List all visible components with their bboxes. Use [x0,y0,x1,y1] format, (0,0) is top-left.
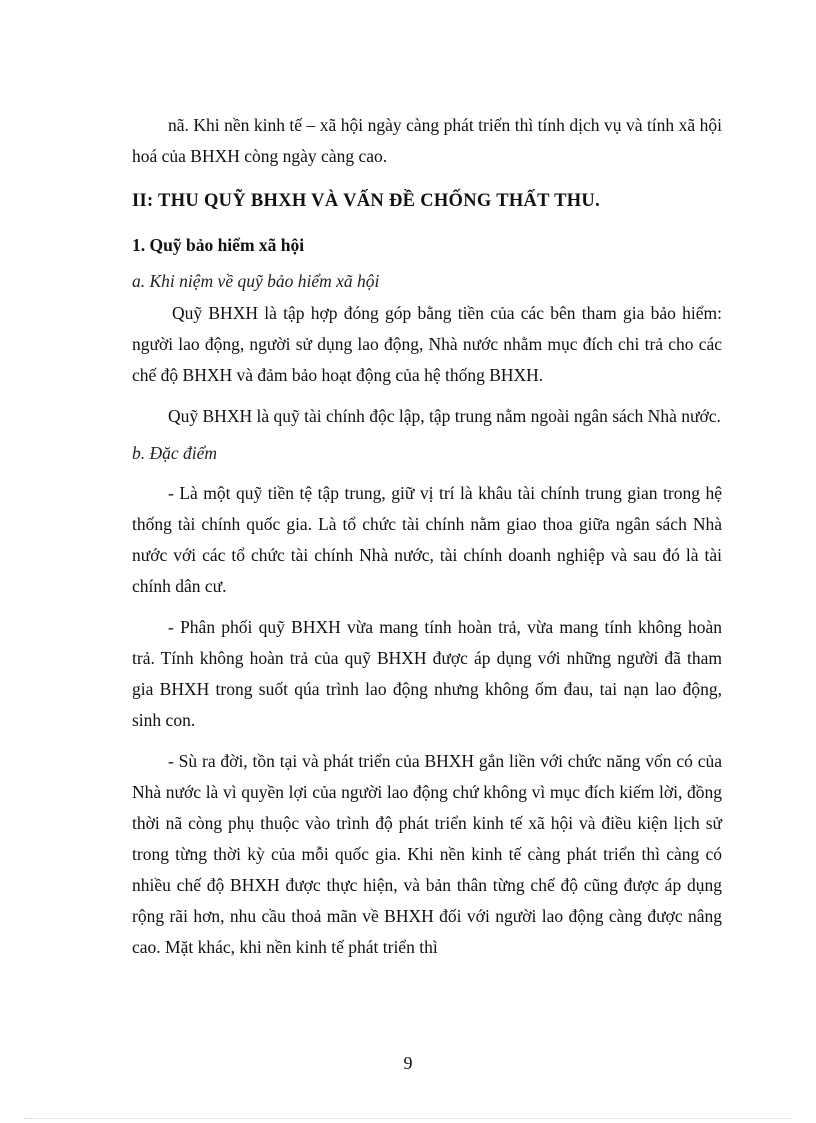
paragraph-independent-fund: Quỹ BHXH là quỹ tài chính độc lập, tập trung nằm ngoài ngân sách Nhà nước. [168,406,721,426]
paragraph-definition: Quỹ BHXH là tập hợp đóng góp bằng tiền của các bên tham gia bảo hiểm: người lao động, người sử dụng lao động, Nhà nước nhằm mục đích chi trả cho các chế độ BHXH và đảm bảo hoạt động của hệ thống BHXH. [132,303,722,385]
subsection-b-heading: b. Đặc điểm [132,443,218,463]
paragraph-continuation: nã. Khi nền kinh tế – xã hội ngày càng phát triển thì tính dịch vụ và tính xã hội hoá của BHXH còng ngày càng cao. [132,115,722,166]
page-body [132,110,722,963]
section-heading: II: THU QUỸ BHXH VÀ VẤN ĐỀ CHỐNG THẤT THU. [132,191,600,211]
subsection-a-heading: a. Khi niệm về quỹ bảo hiểm xã hội [132,271,380,291]
page-bottom-divider [24,1118,792,1119]
paragraph-characteristic-1: - Là một quỹ tiền tệ tập trung, giữ vị trí là khâu tài chính trung gian trong hệ thống tài chính quốc gia. Là tổ chức tài chính nằm giao thoa giữa ngân sách Nhà nước với các tổ chức tài chính Nhà nước, tài chính doanh nghiệp và sau đó là tài chính dân cư. [132,483,722,596]
subsection-heading: 1. Quỹ bảo hiểm xã hội [132,235,305,255]
page-number: 9 [403,1053,413,1073]
paragraph-characteristic-2: - Phân phối quỹ BHXH vừa mang tính hoàn trả, vừa mang tính không hoàn trả. Tính không hoàn trả của quỹ BHXH được áp dụng với những người đã tham gia BHXH trong suốt qúa trình lao động nhưng không ốm đau, tai nạn lao động, sinh con. [132,617,722,730]
paragraph-characteristic-3: - Sù ra đời, tồn tại và phát triển của BHXH gắn liền với chức năng vốn có của Nhà nước là vì quyền lợi của người lao động chứ không vì mục đích kiếm lời, đồng thời nã còng phụ thuộc vào trình độ phát triển kinh tế xã hội và điều kiện lịch sử trong từng thời kỳ của mỗi quốc gia. Khi nền kinh tế càng phát triển thì càng có nhiều chế độ BHXH được thực hiện, và bản thân từng chế độ cũng được áp dụng rộng rãi hơn, nhu cầu thoả mãn về BHXH đối với người lao động càng được nâng cao. Mặt khác, khi nền kinh tế phát triển thì [132,751,722,957]
